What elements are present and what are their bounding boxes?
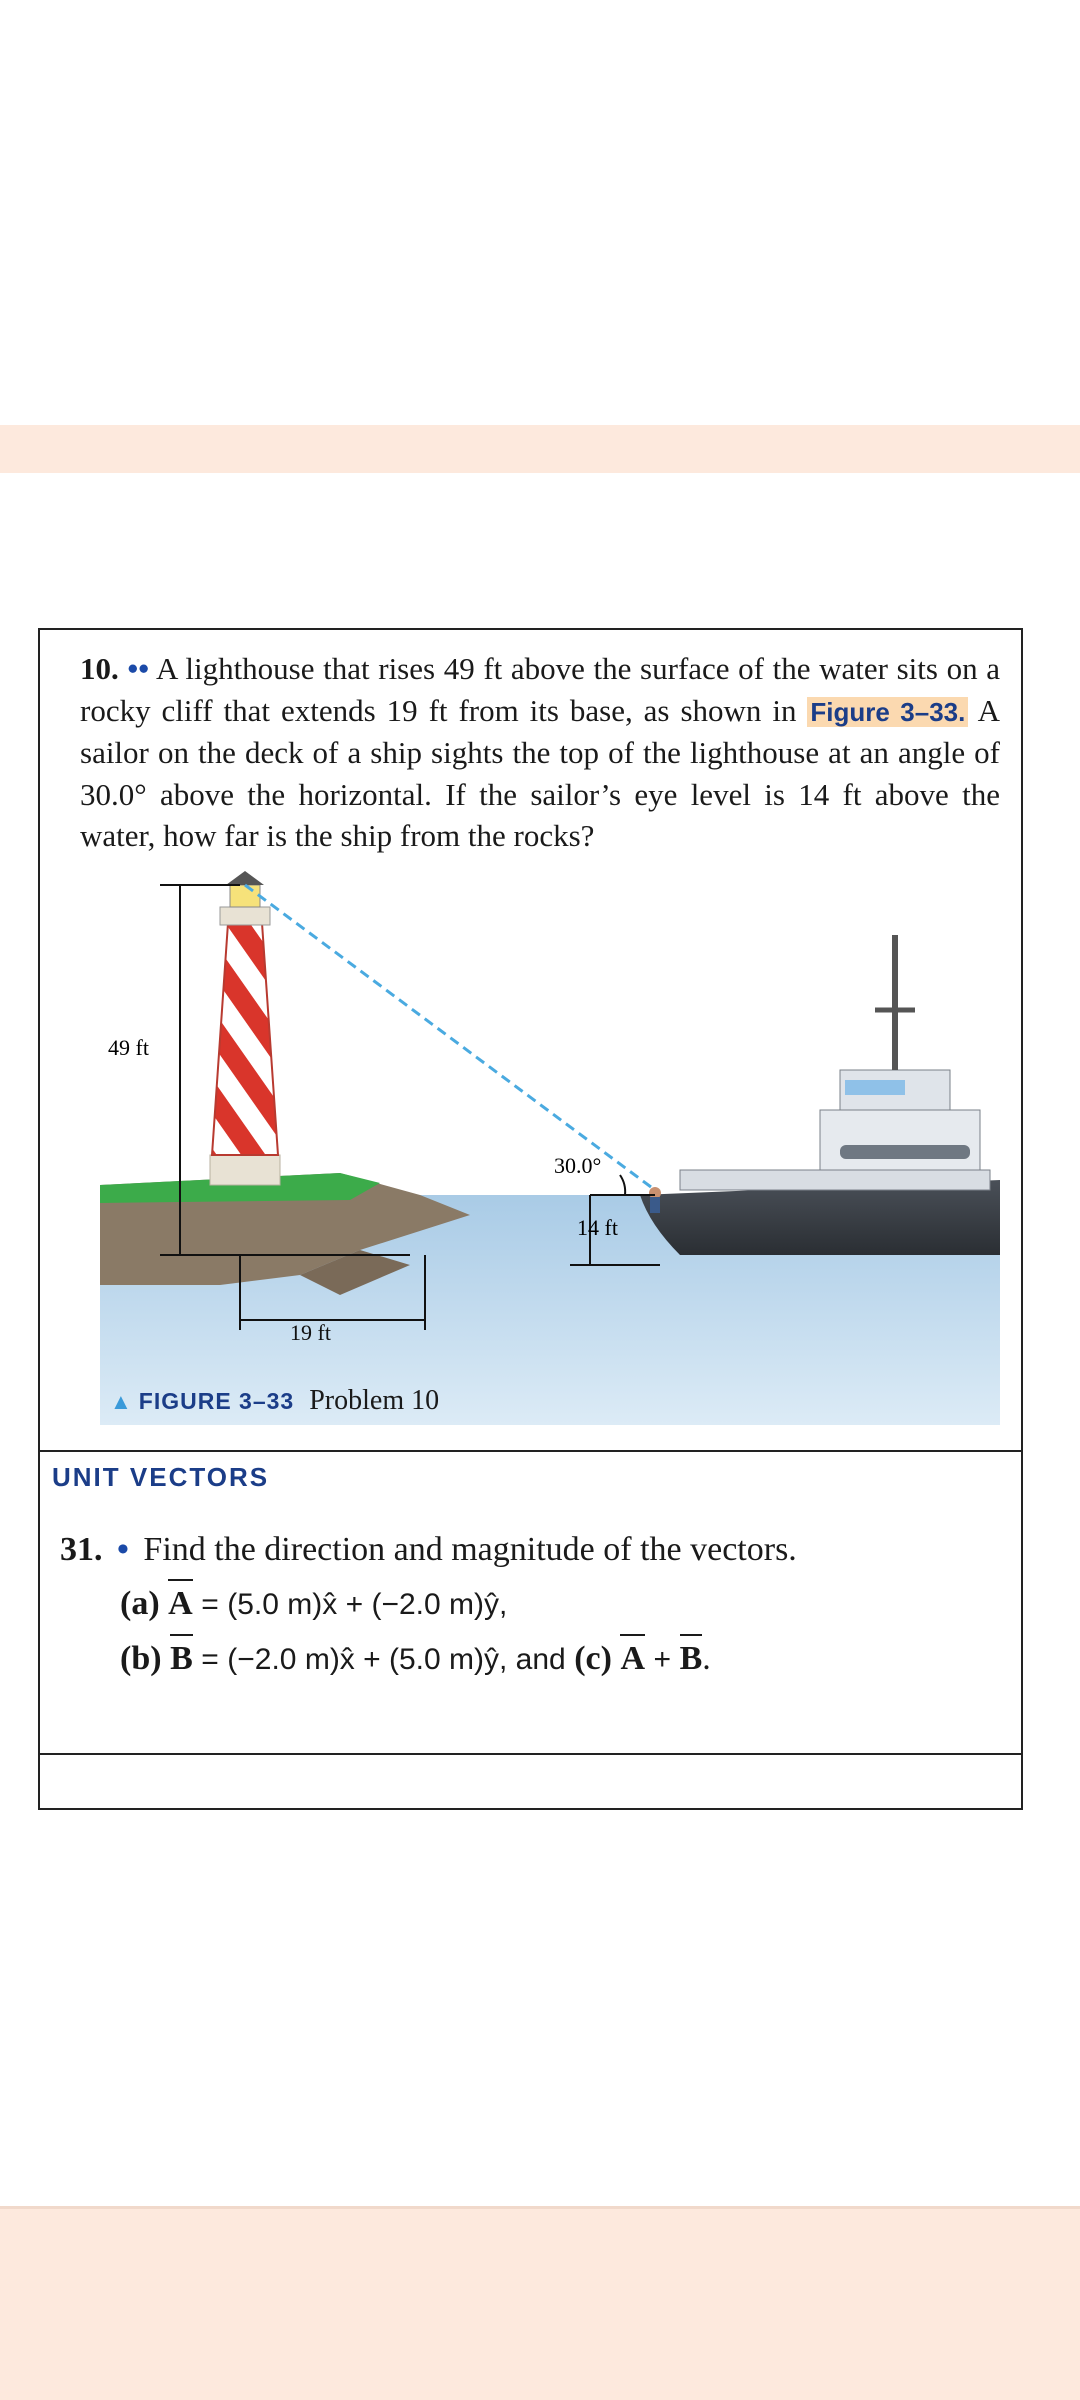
problem-31 — [60, 1523, 1000, 1686]
angle-label: 30.0° — [554, 1153, 602, 1178]
vector-c-a: A — [620, 1632, 645, 1686]
vector-b: B — [170, 1632, 193, 1686]
height-label: 49 ft — [108, 1035, 149, 1060]
figure-reference-link[interactable]: Figure 3–33. — [807, 697, 968, 727]
cliff-length-label: 19 ft — [290, 1320, 331, 1345]
section-heading: UNIT VECTORS — [52, 1462, 270, 1492]
lighthouse-figure — [80, 855, 1000, 1425]
lighthouse — [210, 871, 280, 1185]
difficulty-dot: • — [117, 1531, 129, 1568]
vector-c-b: B — [680, 1632, 703, 1686]
problem-text-part-2: A sailor on the deck of a ship sights the top of the lighthouse at an angle of 30.0° above the horizontal. If the sailor’s eye level is 14 ft above the water, how far is the ship from the rocks? — [80, 692, 1000, 854]
problem-intro: Find the direction and magnitude of the vectors. — [143, 1531, 797, 1568]
top-peach-band — [0, 425, 1080, 473]
part-b-c: (b) B = (−2.0 m)x̂ + (5.0 m)ŷ, and (c) A + B. — [60, 1632, 1000, 1686]
problem-number: 10. — [80, 651, 119, 686]
vector-a: A — [168, 1577, 193, 1631]
difficulty-dots: •• — [127, 651, 150, 686]
lighthouse-illustration — [80, 855, 1000, 1425]
problem-number: 31. — [60, 1531, 103, 1568]
caption-text: Problem 10 — [309, 1385, 440, 1416]
problem-text-part-1: A lighthouse that rises 49 ft above the surface of the water sits on a rocky cliff that extends 19 ft from its base, as shown in — [80, 651, 1000, 728]
line-of-sight — [245, 885, 655, 1190]
textbook-page-frame — [38, 628, 1023, 1810]
section-divider — [40, 1450, 1021, 1452]
ship — [640, 935, 1000, 1255]
bottom-peach-band — [0, 2206, 1080, 2400]
part-a: (a) A = (5.0 m)x̂ + (−2.0 m)ŷ, — [60, 1577, 1000, 1631]
equation-b: (−2.0 m)x̂ + (5.0 m)ŷ, and — [227, 1642, 566, 1676]
equation-a: (5.0 m)x̂ + (−2.0 m)ŷ, — [227, 1588, 508, 1622]
figure-caption — [110, 1385, 439, 1417]
caption-figure-label: FIGURE 3–33 — [138, 1388, 295, 1414]
problem-10 — [80, 648, 1000, 857]
caption-triangle-icon: ▲ — [110, 1389, 132, 1414]
eye-level-label: 14 ft — [577, 1215, 618, 1240]
bottom-divider — [40, 1753, 1021, 1755]
